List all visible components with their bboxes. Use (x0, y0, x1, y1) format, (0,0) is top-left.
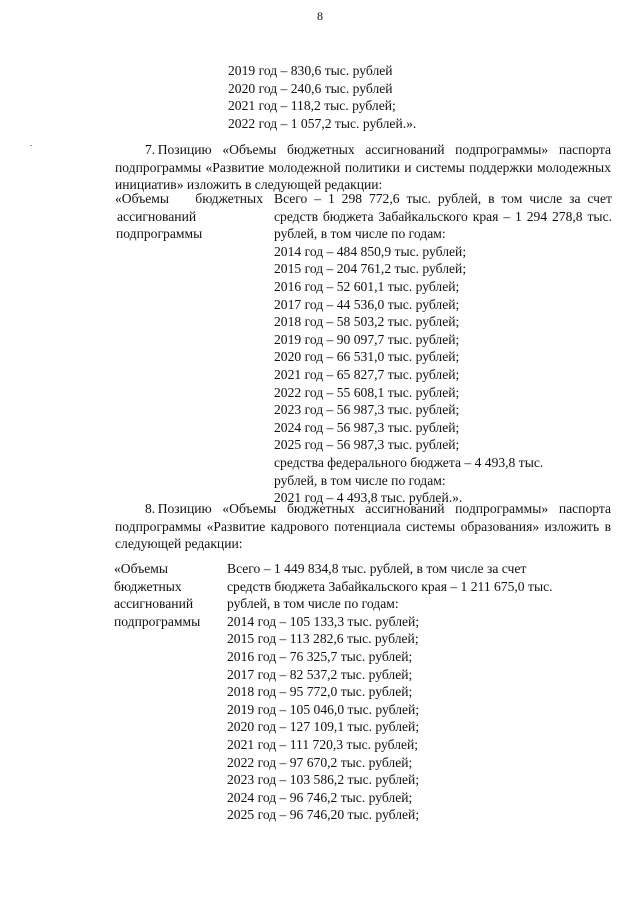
margin-mark (30, 145, 32, 146)
year-line: 2014 год – 105 133,3 тыс. рублей; (227, 613, 420, 629)
federal-line: рублей, в том числе по годам: (274, 472, 446, 488)
section-7-text: Позицию «Объемы бюджетных ассигнований подпрограммы» паспорта подпрограммы «Развитие молодежной политики и системы поддержки молодежных инициатив» изложить в следующей редакции: (115, 142, 611, 193)
year-line: 2019 год – 830,6 тыс. рублей (228, 63, 393, 78)
year-line: 2021 год – 65 827,7 тыс. рублей; (274, 366, 460, 382)
section-8-label (114, 560, 200, 630)
year-line: 2019 год – 90 097,7 тыс. рублей; (274, 331, 460, 347)
section-7-paragraph (115, 141, 611, 194)
section-8-text: Позицию «Объемы бюджетных ассигнований подпрограммы» паспорта подпрограммы «Развитие кадрового потенциала системы образования» изложить в следующей редакции: (115, 501, 611, 552)
year-line: 2023 год – 103 586,2 тыс. рублей; (227, 772, 420, 788)
year-line: 2016 год – 76 325,7 тыс. рублей; (227, 648, 413, 664)
year-line: 2021 год – 118,2 тыс. рублей; (228, 98, 396, 114)
label-line: подпрограммы (114, 613, 201, 629)
year-line: 2014 год – 484 850,9 тыс. рублей; (274, 243, 467, 259)
label-line: ассигнований (117, 208, 197, 224)
label-line: «Объемы (115, 191, 169, 206)
value-line: средств бюджета Забайкальского края – 1 211 675,0 тыс. (227, 578, 553, 594)
year-line: 2024 год – 56 987,3 тыс. рублей; (274, 419, 460, 435)
section-7-label (115, 190, 263, 243)
section-8-values (227, 560, 593, 824)
year-line: 2025 год – 96 746,20 тыс. рублей; (227, 807, 420, 823)
page-number: 8 (317, 9, 323, 23)
federal-line: средства федерального бюджета – 4 493,8 тыс. (274, 454, 544, 470)
section-7-values (274, 190, 612, 507)
federal-year-line: 2021 год – 4 493,8 тыс. рублей.». (274, 490, 463, 506)
previous-section-years (228, 62, 416, 132)
year-line: 2015 год – 113 282,6 тыс. рублей; (227, 631, 419, 647)
label-line: подпрограммы (116, 226, 203, 242)
year-line: 2022 год – 1 057,2 тыс. рублей.». (228, 115, 417, 131)
year-line: 2018 год – 95 772,0 тыс. рублей; (227, 684, 413, 700)
value-line: Всего – 1 449 834,8 тыс. рублей, в том числе за счет (227, 561, 527, 576)
label-line: ассигнований (114, 596, 194, 612)
year-line: 2023 год – 56 987,3 тыс. рублей; (274, 402, 460, 418)
year-line: 2020 год – 127 109,1 тыс. рублей; (227, 719, 420, 735)
year-line: 2022 год – 97 670,2 тыс. рублей; (227, 754, 413, 770)
year-line: 2017 год – 44 536,0 тыс. рублей; (274, 296, 460, 312)
year-line: 2020 год – 66 531,0 тыс. рублей; (274, 349, 460, 365)
year-line: 2017 год – 82 537,2 тыс. рублей; (227, 666, 413, 682)
year-line: 2015 год – 204 761,2 тыс. рублей; (274, 261, 467, 277)
year-line: 2024 год – 96 746,2 тыс. рублей; (227, 789, 413, 805)
year-line: 2016 год – 52 601,1 тыс. рублей; (274, 278, 460, 294)
year-line: 2019 год – 105 046,0 тыс. рублей; (227, 701, 420, 717)
value-line: рублей, в том числе по годам: (227, 596, 399, 612)
label-line: бюджетных (195, 191, 263, 206)
year-line: 2020 год – 240,6 тыс. рублей (228, 80, 393, 96)
year-line: 2021 год – 111 720,3 тыс. рублей; (227, 736, 419, 752)
label-line: «Объемы (114, 561, 168, 576)
section-7-number: 7. (145, 142, 156, 157)
year-line: 2018 год – 58 503,2 тыс. рублей; (274, 314, 460, 330)
year-line: 2022 год – 55 608,1 тыс. рублей; (274, 384, 460, 400)
label-line: бюджетных (114, 578, 182, 594)
section-8-number: 8. (145, 501, 156, 516)
year-line: 2025 год – 56 987,3 тыс. рублей; (274, 437, 460, 453)
section-8-paragraph (115, 500, 611, 553)
value-intro: Всего – 1 298 772,6 тыс. рублей, в том числе за счет средств бюджета Забайкальского края – 1 294 278,8 тыс. рублей, в том числе по годам: (274, 191, 612, 242)
